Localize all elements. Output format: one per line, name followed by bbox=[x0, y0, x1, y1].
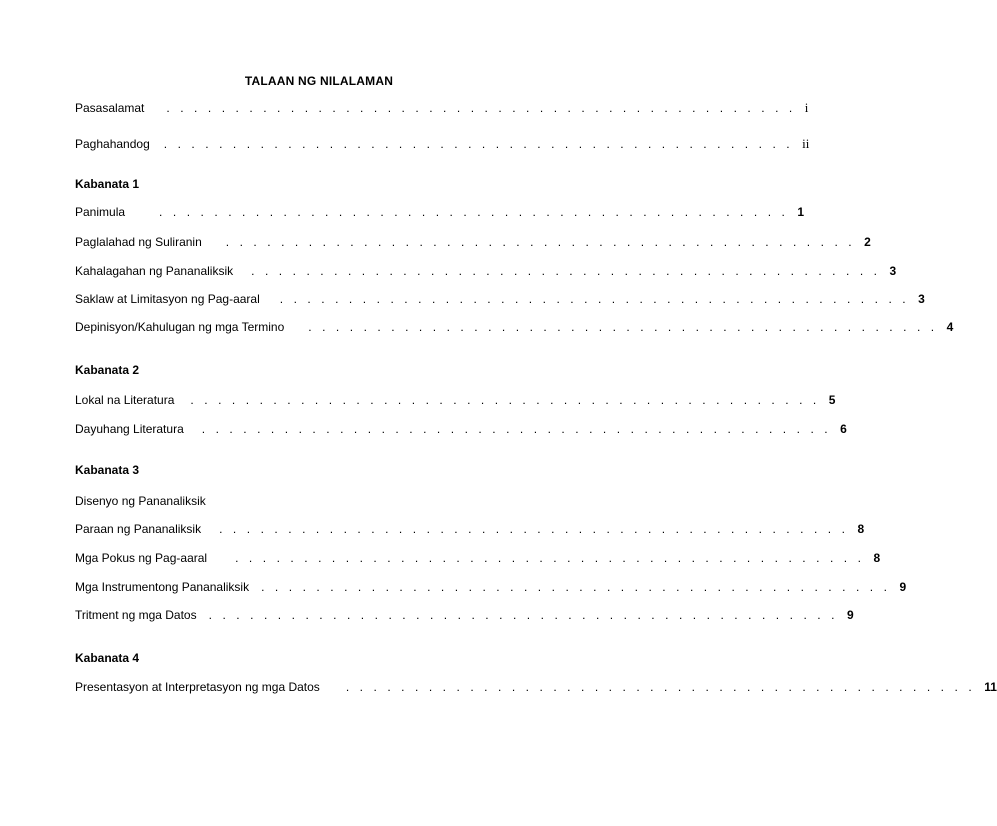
chapter-heading: Kabanata 2 bbox=[75, 363, 140, 377]
dot-leader: .............................................. bbox=[166, 101, 803, 115]
toc-entry-page: 8 bbox=[873, 551, 881, 565]
dot-leader: .............................................. bbox=[345, 680, 983, 694]
toc-entry-label: Saklaw at Limitasyon ng Pag-aaral bbox=[75, 292, 260, 306]
toc-entry-page: i bbox=[804, 100, 809, 115]
dot-leader: .............................................. bbox=[308, 320, 945, 334]
toc-entry-tritment[interactable] bbox=[75, 608, 854, 626]
toc-entry-page: 3 bbox=[918, 292, 925, 306]
toc-entry-dayuhang[interactable] bbox=[75, 422, 847, 440]
toc-entry-page: 8 bbox=[857, 522, 865, 536]
toc-entry-label: Kahalagahan ng Pananaliksik bbox=[75, 264, 234, 278]
toc-title: TALAAN NG NILALAMAN bbox=[244, 74, 394, 88]
dot-leader: .............................................. bbox=[225, 235, 863, 249]
toc-entry-label: Depinisyon/Kahulugan ng mga Termino bbox=[75, 320, 285, 334]
toc-entry-depinisyon[interactable] bbox=[75, 320, 954, 338]
dot-leader: .............................................. bbox=[190, 393, 827, 407]
toc-entry-saklaw[interactable] bbox=[75, 292, 925, 310]
dot-leader: .............................................. bbox=[163, 137, 801, 151]
toc-entry-panimula[interactable] bbox=[75, 205, 805, 223]
toc-entry-label: Presentasyon at Interpretasyon ng mga Datos bbox=[75, 680, 320, 694]
toc-entry-label: Lokal na Literatura bbox=[75, 393, 175, 407]
toc-entry-label: Paghahandog bbox=[75, 137, 150, 151]
toc-entry-kahalagahan[interactable] bbox=[75, 264, 897, 282]
toc-entry-page: 6 bbox=[840, 422, 847, 436]
chapter-heading: Kabanata 3 bbox=[75, 463, 140, 477]
toc-entry-lokal[interactable] bbox=[75, 393, 836, 411]
toc-entry-paraan[interactable] bbox=[75, 522, 865, 540]
toc-entry-page: 3 bbox=[889, 264, 897, 278]
toc-entry-label: Pasasalamat bbox=[75, 101, 145, 115]
chapter-subheading: Disenyo ng Pananaliksik bbox=[75, 494, 206, 508]
dot-leader: .............................................. bbox=[235, 551, 872, 565]
toc-entry-label: Tritment ng mga Datos bbox=[75, 608, 197, 622]
toc-entry-page: 11 bbox=[984, 680, 997, 694]
toc-entry-page: 1 bbox=[797, 205, 805, 219]
toc-entry-paghahandog[interactable] bbox=[75, 136, 810, 154]
chapter-heading: Kabanata 4 bbox=[75, 651, 140, 665]
dot-leader: .............................................. bbox=[219, 522, 856, 536]
dot-leader: .............................................. bbox=[279, 292, 917, 306]
toc-entry-label: Mga Pokus ng Pag-aaral bbox=[75, 551, 208, 565]
toc-entry-page: 4 bbox=[946, 320, 954, 334]
toc-entry-label: Dayuhang Literatura bbox=[75, 422, 184, 436]
dot-leader: .............................................. bbox=[201, 422, 839, 436]
toc-entry-pokus[interactable] bbox=[75, 551, 881, 569]
toc-entry-paglalahad[interactable] bbox=[75, 235, 871, 253]
toc-entry-page: 9 bbox=[846, 608, 854, 622]
toc-entry-label: Panimula bbox=[75, 205, 126, 219]
dot-leader: .............................................. bbox=[261, 580, 898, 594]
toc-entry-label: Paraan ng Pananaliksik bbox=[75, 522, 202, 536]
dot-leader: .............................................. bbox=[208, 608, 845, 622]
dot-leader: .............................................. bbox=[159, 205, 796, 219]
toc-entry-pasasalamat[interactable] bbox=[75, 100, 809, 118]
toc-entry-page: 2 bbox=[864, 235, 871, 249]
dot-leader: .............................................. bbox=[251, 264, 888, 278]
chapter-heading: Kabanata 1 bbox=[75, 177, 140, 191]
toc-entry-label: Paglalahad ng Suliranin bbox=[75, 235, 202, 249]
toc-entry-page: 9 bbox=[899, 580, 907, 594]
toc-entry-page: 5 bbox=[828, 393, 836, 407]
toc-entry-label: Mga Instrumentong Pananaliksik bbox=[75, 580, 250, 594]
toc-entry-page: ii bbox=[802, 136, 810, 151]
toc-entry-presentasyon[interactable] bbox=[75, 680, 997, 698]
toc-entry-instrumento[interactable] bbox=[75, 580, 907, 598]
